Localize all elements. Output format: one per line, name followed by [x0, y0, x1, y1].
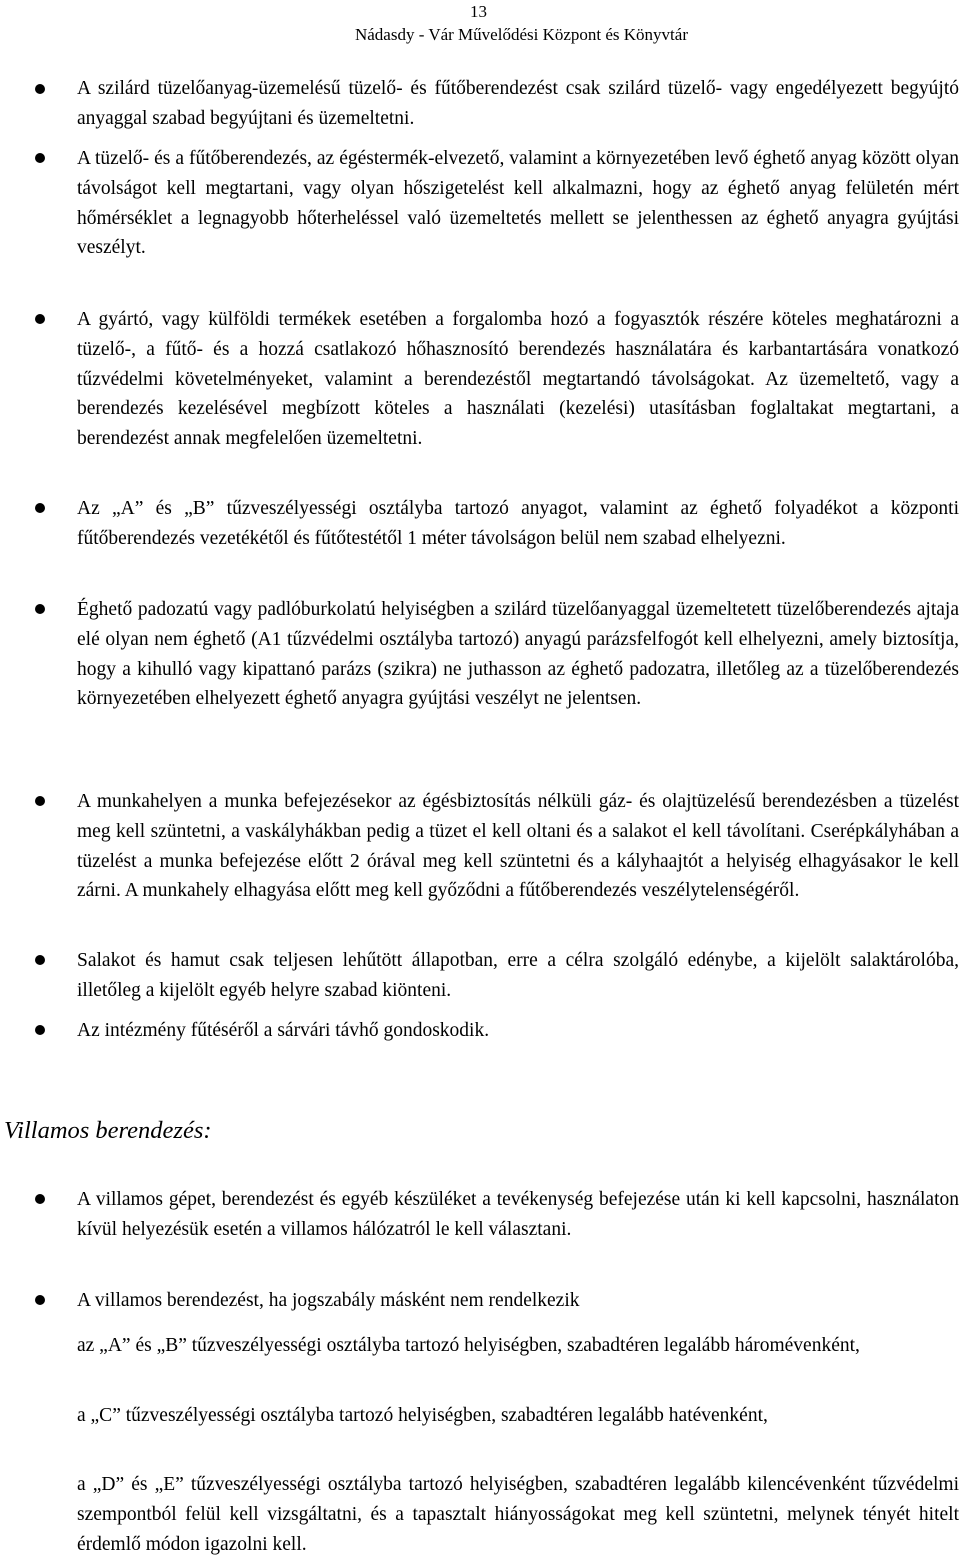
list-item: A villamos gépet, berendezést és egyéb készüléket a tevékenység befejezése után ki kell kapcsolni, használaton kívül helyezésük esetén a villamos hálózatról le kell választani.	[77, 1189, 959, 1240]
bullet-icon	[35, 1194, 45, 1204]
list-item: Éghető padozatú vagy padlóburkolatú helyiségben a szilárd tüzelőanyaggal üzemeltetett tüzelőberendezés ajtaja elé olyan nem éghető (A1 tűzvédelmi osztályba tartozó) anyagú parázsfelfogót kell elhelyezni, amely biztosítja, hogy a kihulló vagy kipattanó parázs (szikra) ne juthasson az éghető padozatra, illetőleg az a tüzelőberendezés környezetében elhelyezett éghető anyagra gyújtási veszélyt ne jelentsen.	[77, 599, 959, 710]
list-item: A munkahelyen a munka befejezésekor az égésbiztosítás nélküli gáz- és olajtüzelésű berendezésben a tüzelést meg kell szüntetni, a vaskályhákban pedig a tüzet el kell oltani és a salakot el kell távolítani. Cserépkályhában a tüzelést a munka befejezése előtt 2 órával meg kell szüntetni és a kályhaajtót a helyiség elhagyásakor le kell zárni. A munkahely elhagyása előtt meg kell győződni a fűtőberendezés veszélytelenségéről.	[77, 791, 959, 902]
list-item: A villamos berendezést, ha jogszabály másként nem rendelkezik	[77, 1290, 580, 1311]
sub-paragraph: a „C” tűzveszélyességi osztályba tartozó helyiségben, szabadtéren legalább hatévenként,	[77, 1405, 768, 1426]
bullet-icon	[35, 84, 45, 94]
list-item: Az „A” és „B” tűzveszélyességi osztályba tartozó anyagot, valamint az éghető folyadékot a központi fűtőberendezés vezetékétől és fűtőtestétől 1 méter távolságon belül nem szabad elhelyezni.	[77, 498, 959, 549]
page-header-title: Nádasdy - Vár Művelődési Központ és Könyvtár	[354, 25, 688, 44]
bullet-icon	[35, 1025, 45, 1035]
sub-paragraph: az „A” és „B” tűzveszélyességi osztályba tartozó helyiségben, szabadtéren legalább háromévenként,	[77, 1335, 860, 1356]
bullet-icon	[35, 796, 45, 806]
bullet-icon	[35, 153, 45, 163]
bullet-icon	[35, 955, 45, 965]
section-heading: Villamos berendezés:	[4, 1117, 212, 1144]
bullet-icon	[35, 604, 45, 614]
bullet-icon	[35, 503, 45, 513]
list-item: Salakot és hamut csak teljesen lehűtött állapotban, erre a célra szolgáló edénybe, a kijelölt salaktárolóba, illetőleg a kijelölt egyéb helyre szabad kiönteni.	[77, 950, 959, 1001]
list-item: Az intézmény fűtéséről a sárvári távhő gondoskodik.	[77, 1020, 490, 1041]
page-number: 13	[470, 2, 487, 21]
sub-paragraph: a „D” és „E” tűzveszélyességi osztályba tartozó helyiségben, szabadtéren legalább kilencévenként tűzvédelmi szempontból felül kell vizsgáltatni, és a tapasztalt hiányosságokat meg kell szüntetni, melynek tényét hitelt érdemlő módon igazolni kell.	[77, 1474, 959, 1555]
bullet-icon	[35, 314, 45, 324]
list-item: A gyártó, vagy külföldi termékek esetében a forgalomba hozó a fogyasztók részére köteles meghatározni a tüzelő-, a fűtő- és a hozzá csatlakozó hőhasznosító berendezés használatára és karbantartására vonatkozó tűzvédelmi követelményeket, valamint a berendezéstől megtartandó távolságokat. Az üzemeltető, vagy a berendezés kezelésével megbízott köteles a használati (kezelési) utasításban foglaltakat megtartani, a berendezést annak megfelelően üzemeltetni.	[77, 309, 959, 450]
bullet-icon	[35, 1295, 45, 1305]
list-item: A szilárd tüzelőanyag-üzemelésű tüzelő- és fűtőberendezést csak szilárd tüzelő- vagy engedélyezett begyújtó anyaggal szabad begyújtani és üzemeltetni.	[77, 78, 959, 129]
list-item: A tüzelő- és a fűtőberendezés, az égéstermék-elvezető, valamint a környezetében levő éghető anyag között olyan távolságot kell megtartani, vagy olyan hőszigetelést kell alkalmazni, hogy az éghető anyag felületén mért hőmérséklet a legnagyobb hőterheléssel való üzemeltetés mellett se jelenthessen az éghető anyagra gyújtási veszélyt.	[77, 148, 959, 259]
